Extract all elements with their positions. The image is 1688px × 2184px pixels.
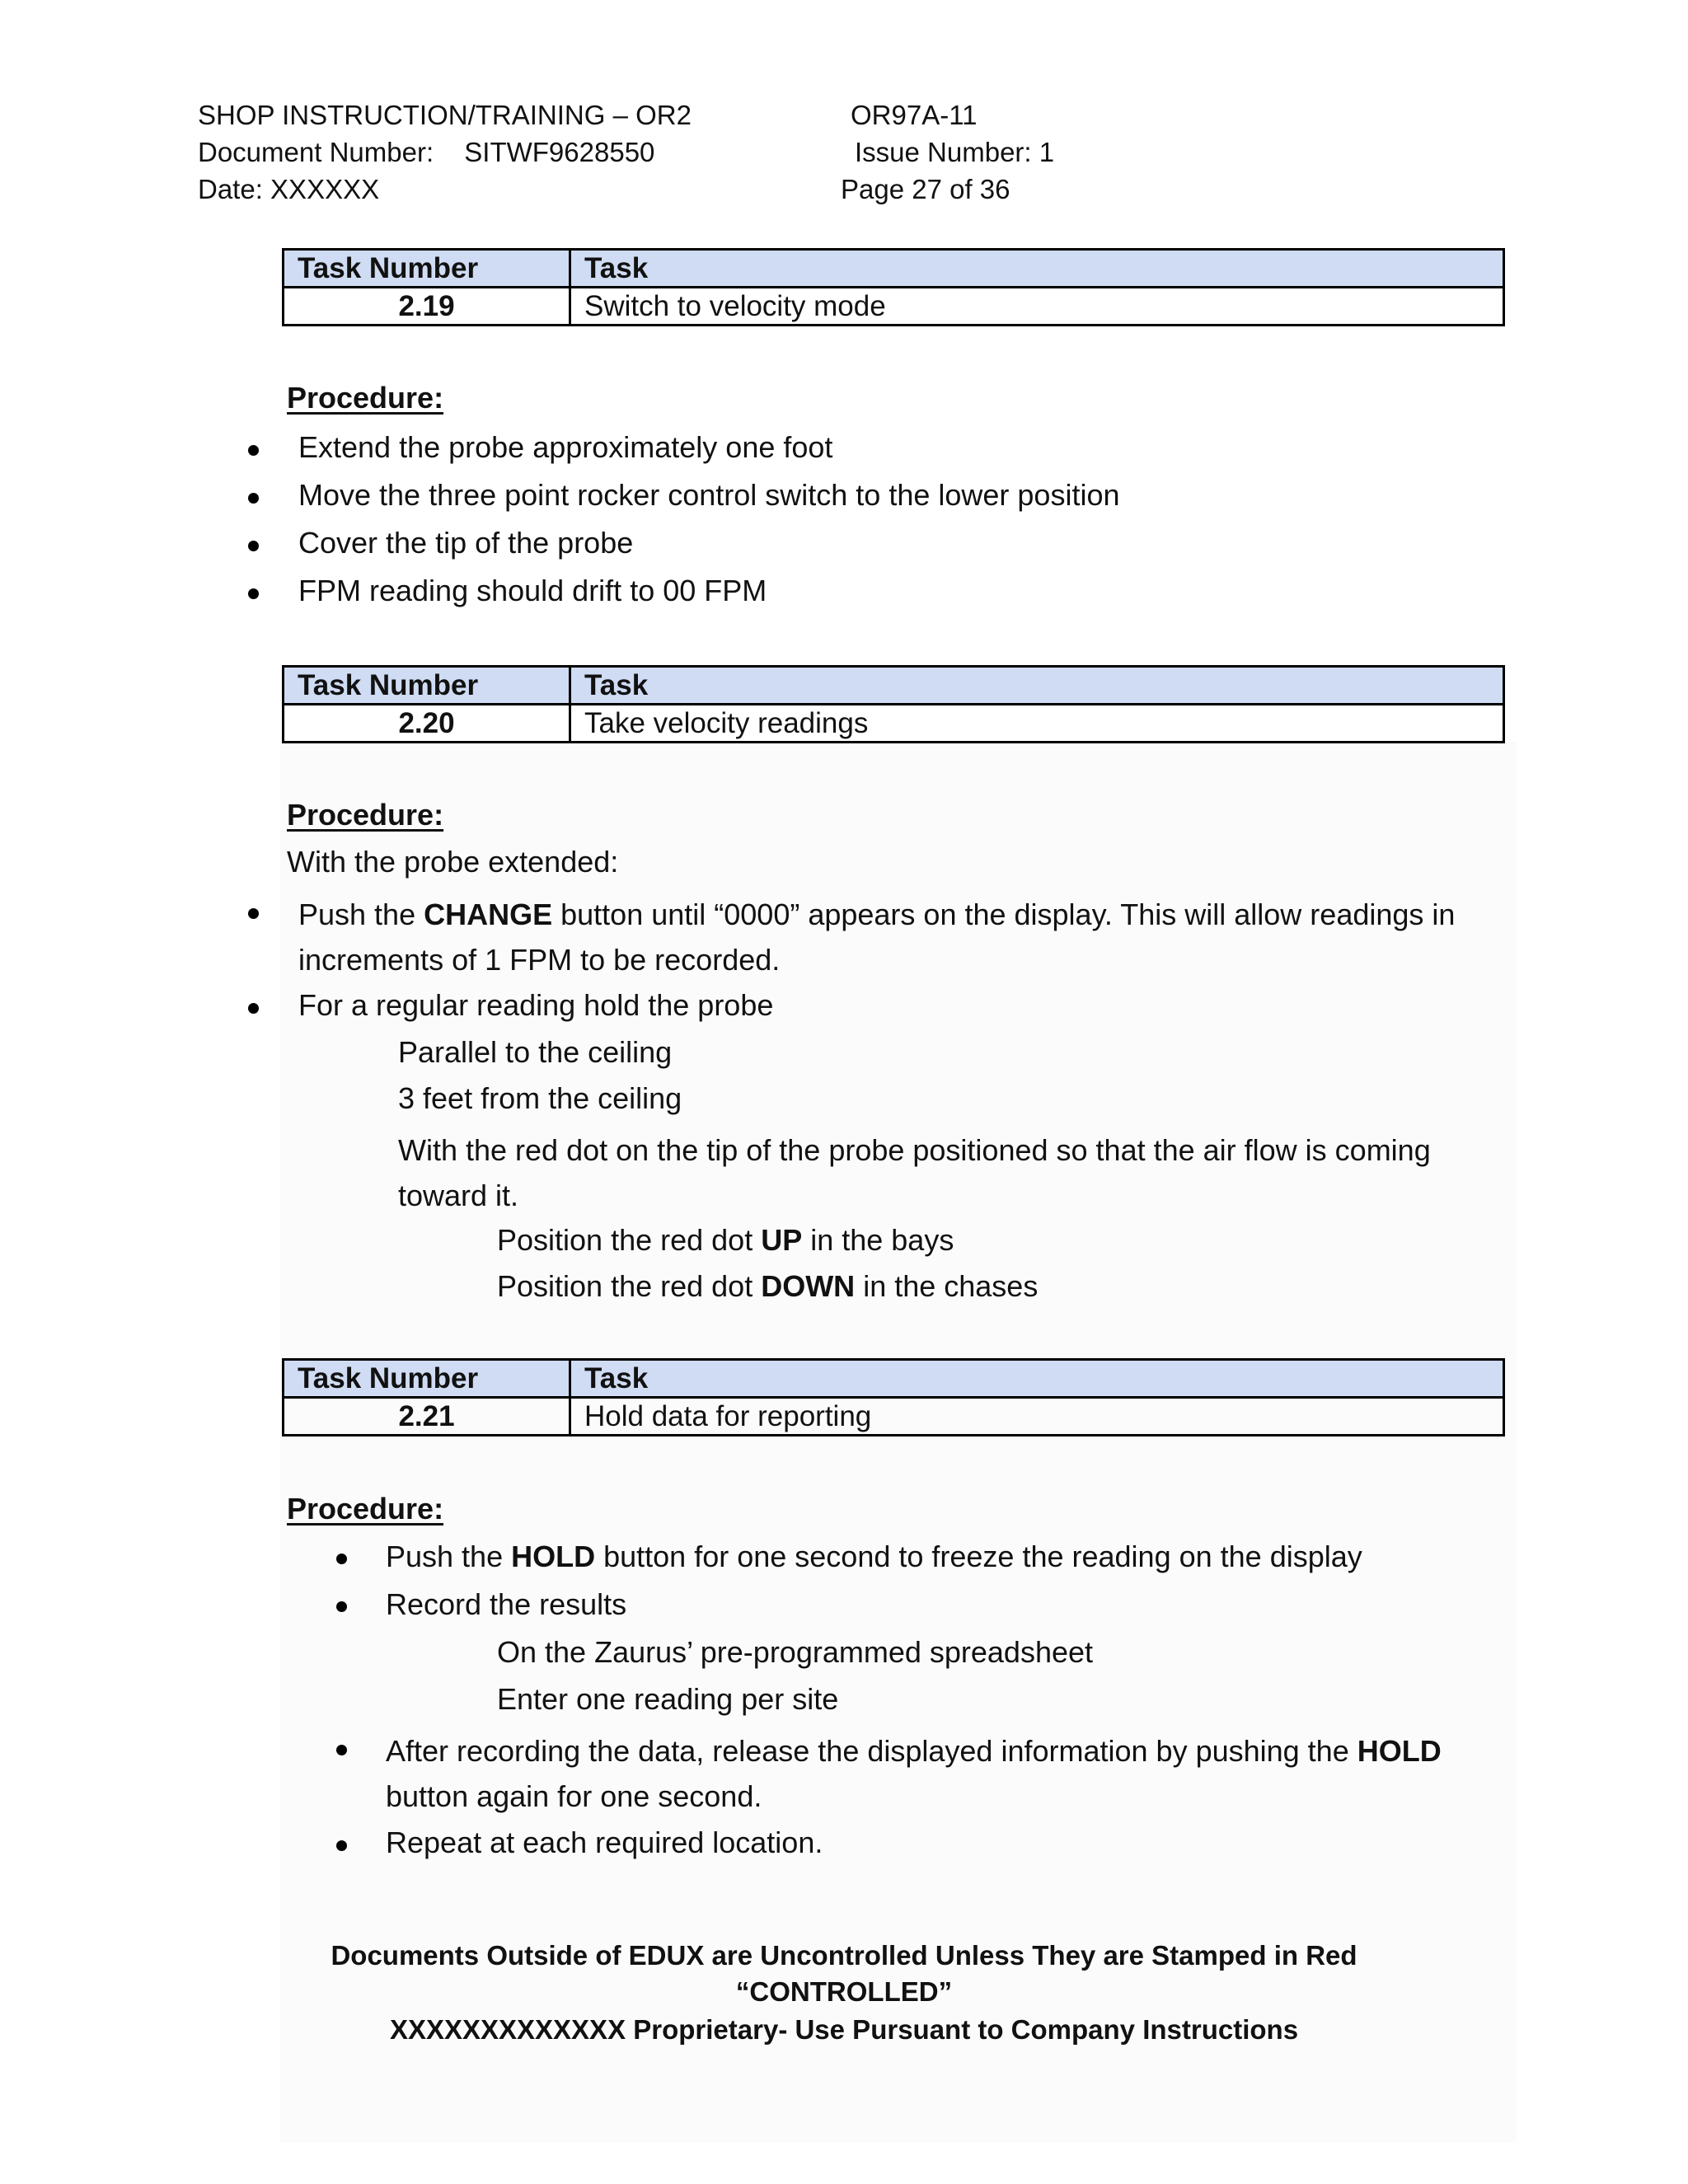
procedure-step: For a regular reading hold the probe	[298, 988, 774, 1022]
bullet-icon	[248, 588, 259, 599]
footer-controlled: “CONTROLLED”	[735, 1976, 953, 2007]
change-button-label: CHANGE	[424, 898, 553, 931]
procedure-heading: Procedure:	[287, 1492, 444, 1526]
bullet-icon	[248, 908, 259, 919]
footer-proprietary: XXXXXXXXXXXXX Proprietary- Use Pursuant to Company Instructions	[389, 2014, 1299, 2045]
procedure-step: Record the results	[386, 1587, 627, 1621]
doc-number-label: Document Number:	[198, 137, 434, 167]
procedure-substep: Position the red dot UP in the bays	[497, 1223, 954, 1257]
task-table-2-20	[282, 665, 1505, 743]
procedure-substep: With the red dot on the tip of the probe positioned so that the air flow is coming toward it.	[398, 1133, 1431, 1212]
date-label: Date:	[198, 174, 263, 204]
procedure-step: Cover the tip of the probe	[298, 526, 634, 560]
procedure-substep: Parallel to the ceiling	[398, 1035, 673, 1069]
task-number-header: Task Number	[284, 1360, 570, 1398]
date-value: XXXXXX	[270, 174, 380, 204]
task-table-2-19	[282, 248, 1505, 326]
bullet-icon	[336, 1745, 347, 1755]
bullet-icon	[248, 1003, 259, 1014]
task-name: Switch to velocity mode	[570, 288, 1504, 326]
bullet-icon	[336, 1554, 347, 1564]
issue-number-row	[855, 136, 1054, 169]
procedure-intro: With the probe extended:	[287, 845, 619, 879]
procedure-substep: 3 feet from the ceiling	[398, 1081, 682, 1115]
task-number-header: Task Number	[284, 667, 570, 705]
procedure-heading: Procedure:	[287, 381, 444, 415]
bullet-icon	[248, 493, 259, 504]
doc-number: SITWF9628550	[464, 137, 655, 167]
doc-code: OR97A-11	[851, 100, 978, 130]
procedure-step: Repeat at each required location.	[386, 1825, 823, 1859]
issue-number: 1	[1039, 137, 1055, 167]
procedure-substep: Position the red dot DOWN in the chases	[497, 1269, 1039, 1303]
task-header: Task	[570, 667, 1504, 705]
bullet-icon	[248, 541, 259, 551]
procedure-step: Move the three point rocker control switch to the lower position	[298, 478, 1120, 512]
procedure-substep: Enter one reading per site	[497, 1682, 839, 1716]
hold-button-label: HOLD	[1357, 1734, 1442, 1768]
procedure-step: Extend the probe approximately one foot	[298, 430, 833, 464]
task-name: Take velocity readings	[570, 705, 1504, 743]
procedure-step: Push the CHANGE button until “0000” appears on the display. This will allow readings in increments of 1 FPM to be recorded.	[298, 898, 1456, 977]
bullet-icon	[336, 1601, 347, 1612]
procedure-heading: Procedure:	[287, 798, 444, 832]
task-header: Task	[570, 250, 1504, 288]
task-number: 2.20	[284, 705, 570, 743]
task-number-header: Task Number	[284, 250, 570, 288]
page-number: Page 27 of 36	[841, 174, 1010, 204]
task-header: Task	[570, 1360, 1504, 1398]
task-number: 2.21	[284, 1398, 570, 1436]
issue-label: Issue Number:	[855, 137, 1032, 167]
procedure-step: FPM reading should drift to 00 FPM	[298, 574, 767, 607]
footer-notice: Documents Outside of EDUX are Uncontrolled Unless They are Stamped in Red	[331, 1940, 1357, 1971]
doc-number-row	[198, 136, 654, 169]
procedure-substep: On the Zaurus’ pre-programmed spreadsheet	[497, 1635, 1094, 1669]
procedure-step: Push the HOLD button for one second to freeze the reading on the display	[386, 1540, 1362, 1573]
task-table-2-21	[282, 1358, 1505, 1436]
task-name: Hold data for reporting	[570, 1398, 1504, 1436]
doc-title: SHOP INSTRUCTION/TRAINING – OR2	[198, 100, 692, 130]
date-row	[198, 173, 379, 206]
task-number: 2.19	[284, 288, 570, 326]
procedure-step: After recording the data, release the displayed information by pushing the HOLD button again for one second.	[386, 1734, 1442, 1813]
bullet-icon	[248, 445, 259, 456]
hold-button-label: HOLD	[511, 1540, 596, 1573]
bullet-icon	[336, 1840, 347, 1851]
